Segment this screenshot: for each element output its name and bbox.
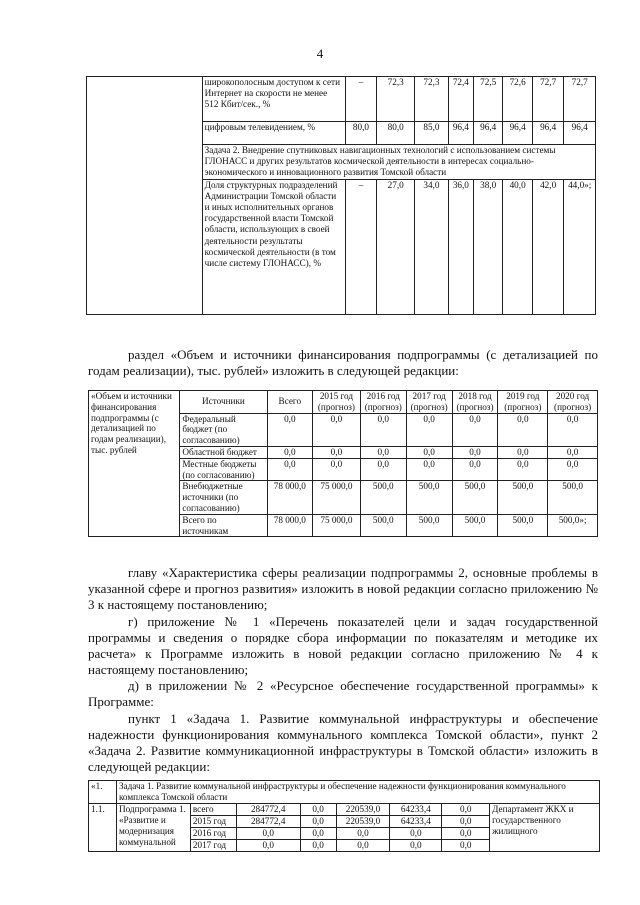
table-row: цифровым телевидением, % 80,0 80,0 85,0 96,4 96,4 96,4 96,4 96,4: [87, 122, 596, 145]
financing-rowhead: «Объем и источники финансирования подпрограммы (с детализацией по годам реализации), тыс. рублей: [89, 391, 180, 537]
paragraph: пункт 1 «Задача 1. Развитие коммунальной инфраструктуры и обеспечение надежности функционирования коммунального комплекса Томской области», пункт 2 «Задача 2. Развитие коммуникационной инфраструктуры в Томской области» изложить в следующей редакции:: [88, 711, 598, 774]
table-row: широкополосным доступом к сети Интернет на скорости не менее 512 Кбит/сек., % – 72,3 72,3 72,4 72,5 72,6 72,7 72,7: [87, 77, 596, 122]
task-2-text: Задача 2. Внедрение спутниковых навигационных технологий с использованием системы ГЛОНАСС и других результатов космической деятельности в интересах социально-экономического и инновационного развития Томской области: [202, 145, 595, 180]
table-header-row: «Объем и источники финансирования подпрограммы (с детализацией по годам реализации), тыс. рублей Источники Всего 2015 год (прогноз) 2016 год (прогноз) 2017 год (прогноз) 2018 год (прогноз) 2019 год (прогноз) 2020 год (прогноз): [89, 391, 598, 414]
paragraph: г) приложение № 1 «Перечень показателей цели и задач государственной программы и сведения о порядке сбора информации по показателям и методике их расчета» к Программе изложить в новой редакции согласно приложению № 4 к настоящему постановлению;: [88, 614, 598, 677]
table-row: Доля структурных подразделений Администрации Томской области и иных исполнительных органов государственной власти Томской области, использующих в своей деятельности результаты космической деятельности (в том числе систему ГЛОНАСС), % – 27,0 34,0 36,0 38,0 40,0 42,0 44,0»;: [87, 179, 596, 314]
table-row: Внебюджетные источники (по согласованию) 78 000,0 75 000,0 500,0 500,0 500,0 500,0 500,0: [89, 481, 598, 514]
paragraph: д) в приложении № 2 «Ресурсное обеспечение государственной программы» к Программе:: [88, 678, 598, 709]
table-row: 1.1. Подпрограмма 1. «Развитие и модернизация коммунальной всего 284772,4 0,0 220539,0 64233,4 0,0 Департамент ЖКХ и государственного жилищного: [89, 804, 600, 816]
table-row: 2016 год 0,0 0,0 0,0 0,0 0,0: [89, 828, 600, 840]
resource-table: [88, 780, 600, 852]
table-row: Областной бюджет 0,0 0,0 0,0 0,0 0,0 0,0 0,0: [89, 446, 598, 458]
paragraph: раздел «Объем и источники финансирования подпрограммы (с детализацией по годам реализации), тыс. рублей» изложить в следующей редакции:: [88, 347, 598, 378]
financing-table: [88, 390, 598, 537]
table-row: 2015 год 284772,4 0,0 220539,0 64233,4 0,0: [89, 816, 600, 828]
paragraph: главу «Характеристика сферы реализации подпрограммы 2, основные проблемы в указанной сфере и прогноз развития» изложить в новой редакции согласно приложению № 3 к настоящему постановлению;: [88, 565, 598, 612]
table-row: «1. Задача 1. Развитие коммунальной инфраструктуры и обеспечение надежности функционирования коммунального комплекса Томской области: [89, 781, 600, 804]
page-number: 4: [316, 46, 324, 61]
table-row: Федеральный бюджет (по согласованию) 0,0 0,0 0,0 0,0 0,0 0,0 0,0: [89, 413, 598, 446]
table-row: Местные бюджеты (по согласованию) 0,0 0,0 0,0 0,0 0,0 0,0 0,0: [89, 458, 598, 481]
table-row: Всего по источникам 78 000,0 75 000,0 500,0 500,0 500,0 500,0 500,0»;: [89, 514, 598, 537]
task-1-text: Задача 1. Развитие коммунальной инфраструктуры и обеспечение надежности функционирования коммунального комплекса Томской области: [116, 781, 599, 804]
indicators-table: [86, 76, 596, 315]
table-row: 2017 год 0,0 0,0 0,0 0,0 0,0: [89, 840, 600, 852]
